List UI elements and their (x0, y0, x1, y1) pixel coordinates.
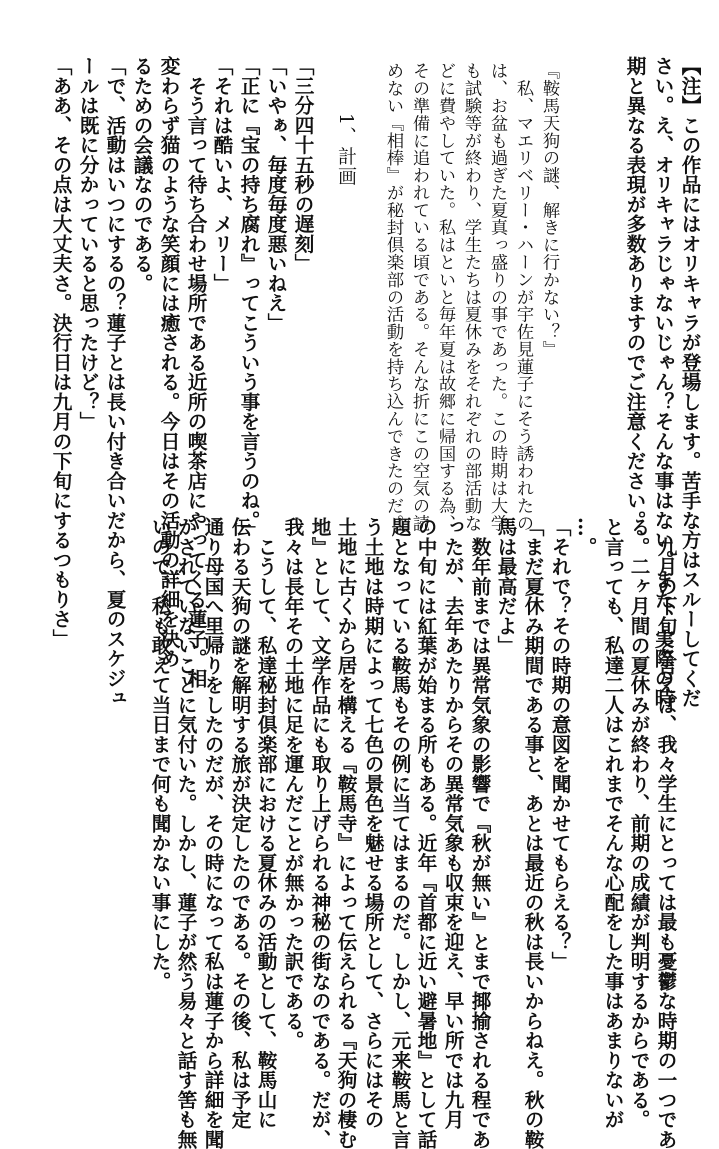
body-line-10: の中旬には紅葉が始まる所もある。近年『首都に近い避暑地』として話 (414, 517, 437, 1149)
body-line-15: 我々は長年その土地に足を運んだことが無かった訳である。 (281, 517, 304, 1051)
narration-line-1: 『鞍馬天狗の謎、解きに行かない？』 (539, 62, 559, 358)
narration-line-2: 私、マエリベリー・ハーンが宇佐見蓮子にそう誘われたの (513, 62, 533, 532)
dialogue-line-3: 「正に『宝の持ち腐れ』ってこういう事を言うのね。」 (237, 56, 260, 540)
dialogue-line-2: 「いやぁ、毎度毎度悪いねえ」 (264, 56, 287, 333)
body-line-4: …。 (574, 517, 597, 557)
body-line-14: 地』として、文学作品にも取り上げられる神秘の街なのである。だが、 (308, 517, 331, 1149)
body-line-20: いので、私も敢えて当日まで何も聞かない事にした。 (148, 517, 171, 991)
narration-line-3: は、お盆も過ぎた夏真っ盛りの事であった。この時期は大学 (487, 62, 507, 532)
dialogue-line-10: 「ああ、その点は大丈夫さ。決行日は九月の下旬にするつもりさ」 (49, 56, 72, 649)
note-label: 【注】 (678, 56, 701, 116)
body-line-5: 「それで？その時期の意図を聞かせてもらえる？」 (548, 517, 571, 972)
body-line-1: 九月の下旬と言えば、我々学生にとっては最も憂鬱な時期の一つであ (654, 517, 677, 1149)
body-line-13: 土地に古くから居を構える『鞍馬寺』によって伝えられる『天狗の棲む (334, 517, 357, 1149)
body-line-9: ったが、去年あたりからその異常気象も収束を迎え、早い所では九月 (441, 517, 464, 1130)
body-line-12: う土地は時期によって七色の景色を魅せる場所として、さらにはその (361, 517, 384, 1130)
note-text: この作品にはオリキャラが登場します。苦手な方はスルーしてくだ (678, 115, 701, 708)
dialogue-line-6: 変わらず猫のような笑顔には癒される。今日はその活動の詳細を決め (157, 56, 180, 669)
narration-line-5: どに費やしていた。私はといと毎年夏は故郷に帰国する為、 (435, 62, 455, 532)
narration-line-6: その準備に追われている頃である。そんな折にこの空気の読 (409, 62, 429, 532)
body-line-17: 伝わる天狗の謎を解明する旅が決定したのである。その後、私は予定 (228, 517, 251, 1130)
note-line-3: 期と異なる表現が多数ありますのでご注意ください。 (623, 56, 646, 530)
body-line-18: 通り母国へ里帰りをしたのだが、その時になって私は蓮子から詳細を聞 (201, 517, 224, 1149)
narration-line-4: も試験等が終わり、学生たちは夏休みをそれぞれの部活動な (461, 62, 481, 532)
body-line-2: る。二ヶ月間の夏休みが終わり、前期の成績が判明するからである。 (627, 517, 650, 1130)
dialogue-line-4: 「それは酷いよ、メリー」 (210, 56, 233, 293)
body-line-7: 馬は最高だよ」 (494, 517, 517, 656)
body-line-19: かされていないことに気付いた。しかし、蓮子が然う易々と話す筈も無 (174, 517, 197, 1149)
dialogue-line-5: そう言って待ち合わせ場所である近所の喫茶店にやってくる蓮子。相 (184, 56, 207, 688)
body-line-8: 数年前までは異常気象の影響で『秋が無い』とまで揶揄される程であ (468, 517, 491, 1149)
narration-line-7: めない『相棒』が秘封倶楽部の活動を持ち込んできたのだ。 (383, 62, 403, 532)
dialogue-line-9: ールは既に分かっていると思ったけど？」 (76, 56, 99, 432)
section-heading: 1、計画 (335, 113, 357, 187)
note-line-1 (679, 56, 699, 708)
dialogue-line-8: 「で、活動はいつにするの？蓮子とは長い付き合いだから、夏のスケジュ (103, 56, 126, 708)
note-line-2: さい。え、オリキャラじゃないじゃん？そんな事はない。また、実際の時 (651, 56, 674, 708)
body-line-3: と言っても、私達二人はこれまでそんな心配をした事はあまりないが (601, 517, 624, 1130)
dialogue-line-1: 「三分四十五秒の遅刻」 (291, 56, 314, 274)
dialogue-line-7: るための会議なのである。 (130, 56, 153, 293)
body-line-16: こうして、私達秘封倶楽部における夏休みの活動として、鞍馬山に (254, 517, 277, 1130)
body-line-11: 題となっている鞍馬もその例に当てはまるのだ。しかし、元来鞍馬と言 (388, 517, 411, 1149)
body-line-6: 「まだ夏休み期間である事と、あとは最近の秋は長いからねえ。秋の鞍 (521, 517, 544, 1149)
